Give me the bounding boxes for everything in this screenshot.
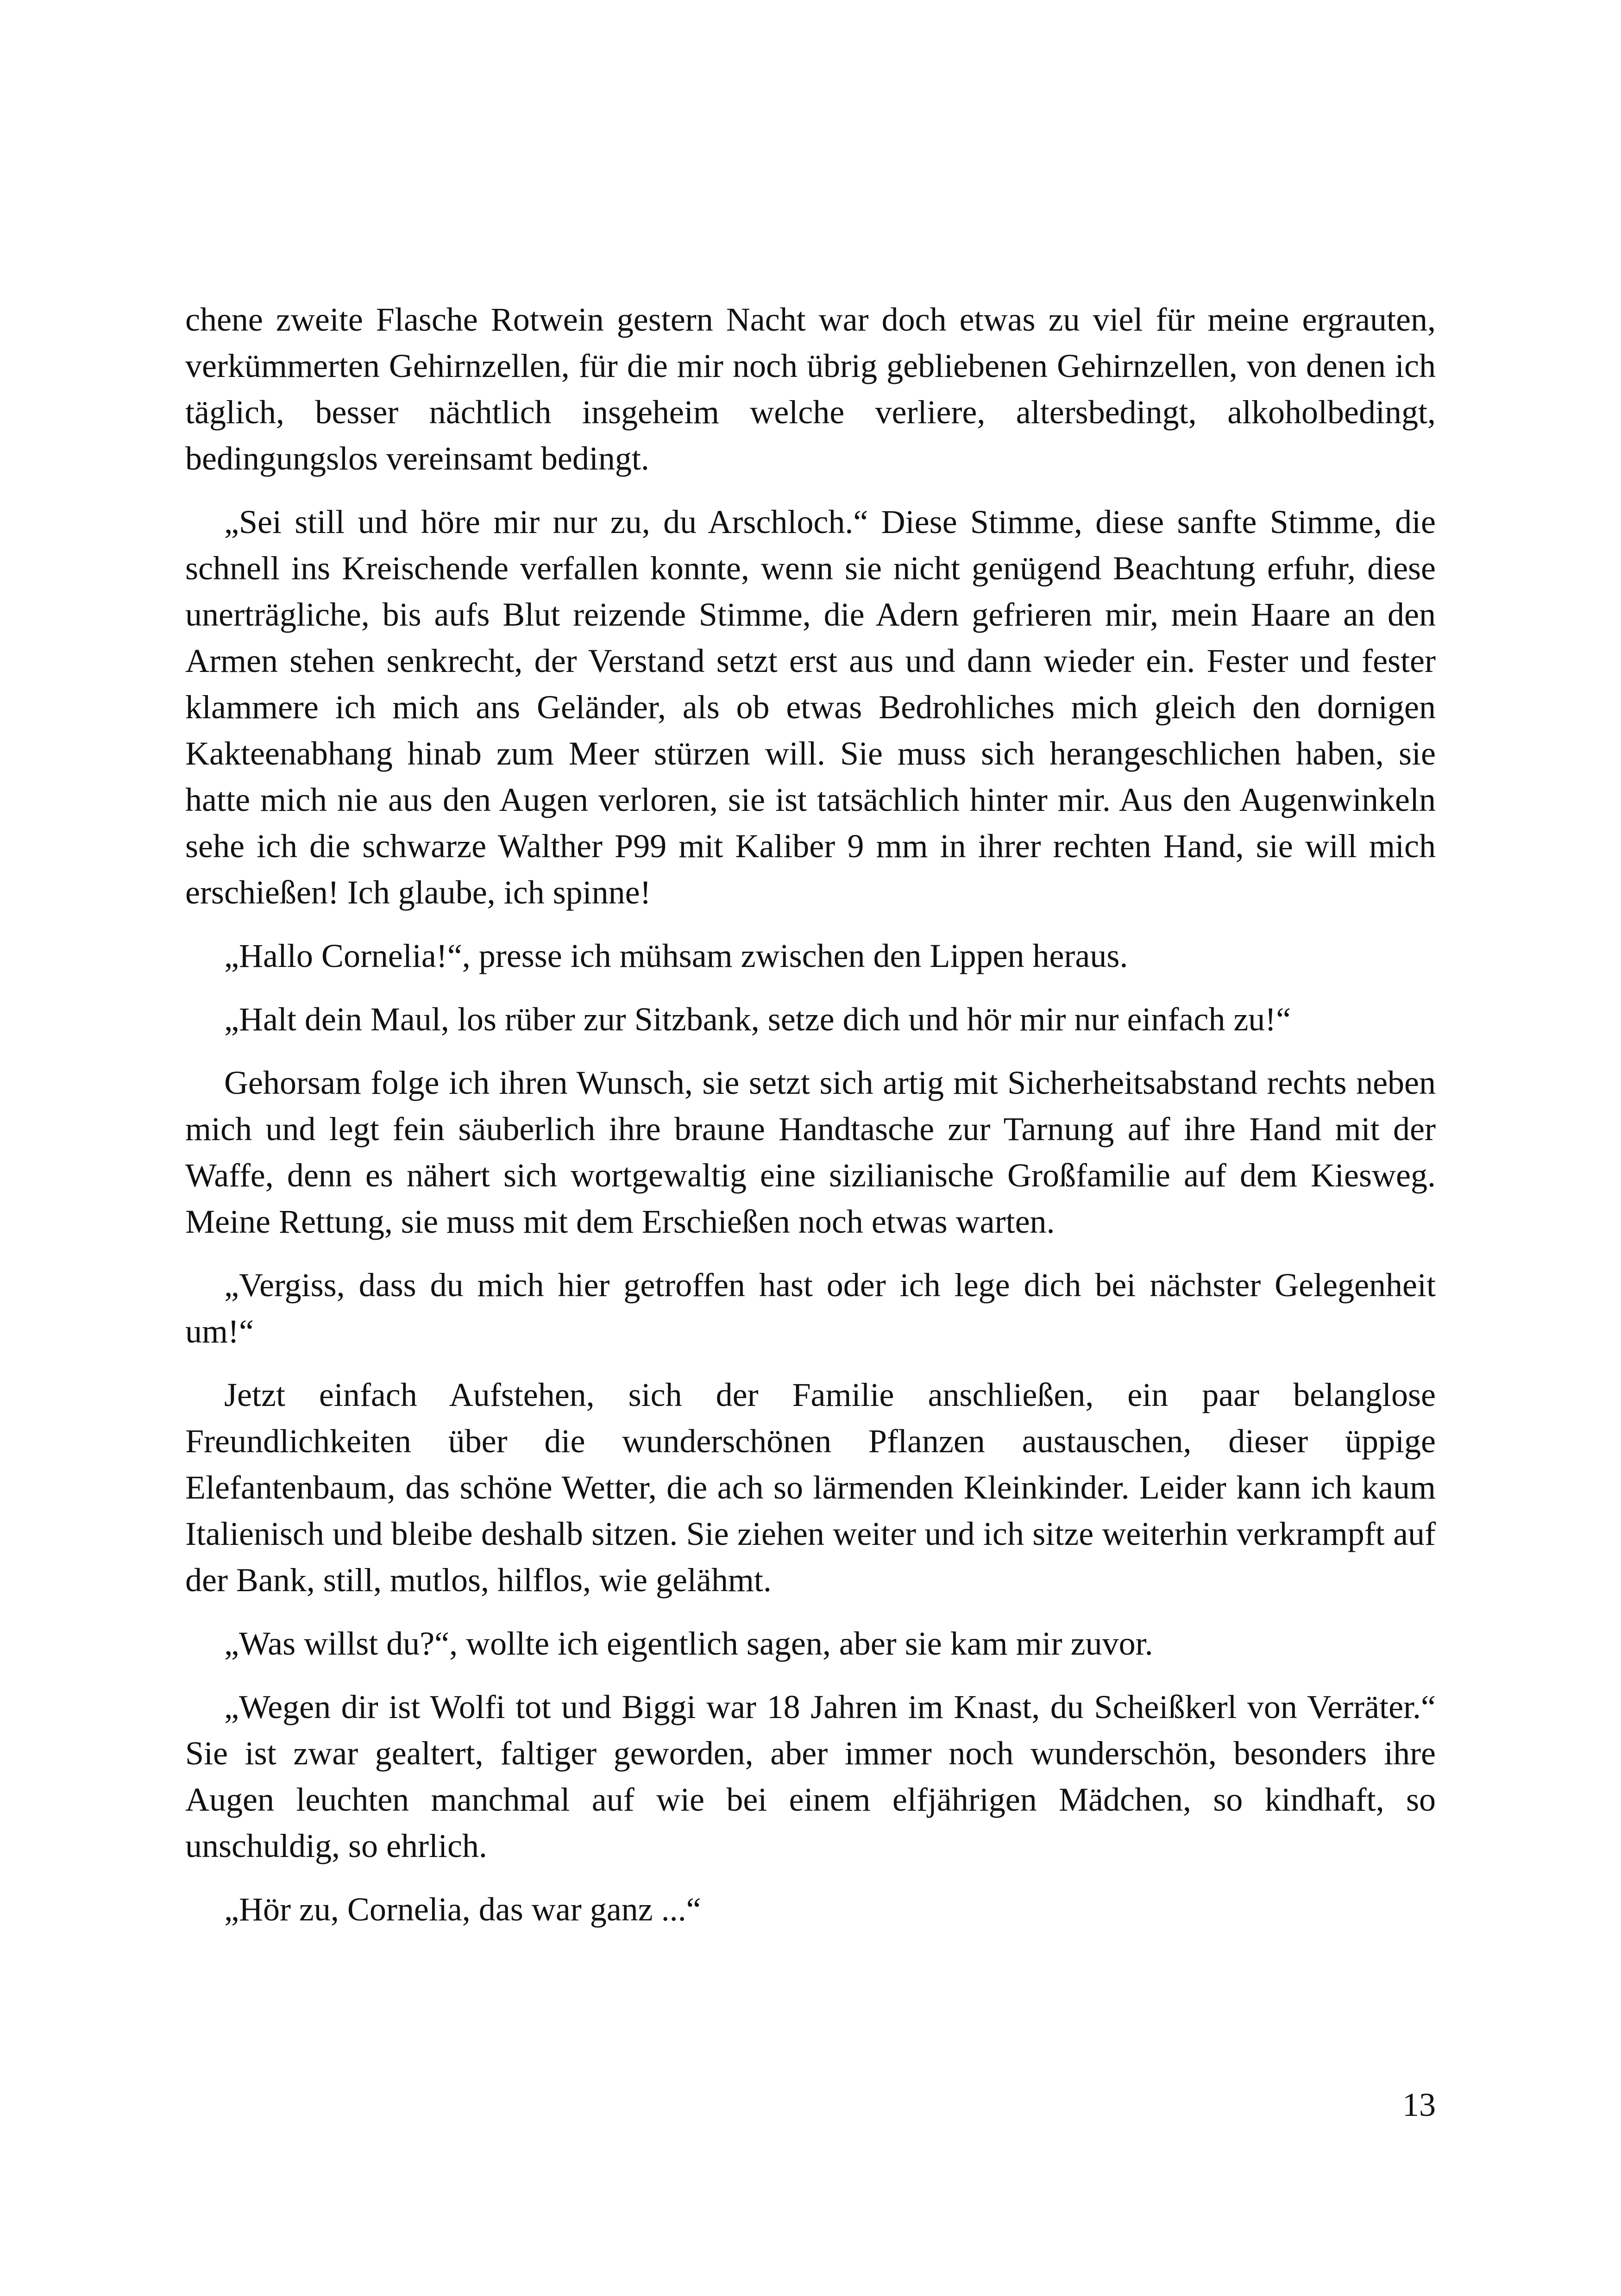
paragraph: „Vergiss, dass du mich hier getroffen hast oder ich lege dich bei nächster Gelegenheit um!“ bbox=[185, 1267, 1436, 1350]
paragraph: chene zweite Flasche Rotwein gestern Nacht war doch etwas zu viel für meine ergrauten, verkümmerten Gehirnzellen, für die mir noch übrig gebliebenen Gehirnzellen, von denen ich täglich, besser nächtlich insgeheim welche verliere, altersbedingt, alkoholbedingt, bedingungslos vereinsamt bedingt. bbox=[185, 301, 1436, 477]
paragraph: Gehorsam folge ich ihren Wunsch, sie setzt sich artig mit Sicherheitsabstand rechts neben mich und legt fein säuberlich ihre braune Handtasche zur Tarnung auf ihre Hand mit der Waffe, denn es nähert sich wortgewaltig eine sizilianische Großfamilie auf dem Kiesweg. Meine Rettung, sie muss mit dem Erschießen noch etwas warten. bbox=[185, 1064, 1436, 1240]
paragraph: „Wegen dir ist Wolfi tot und Biggi war 18 Jahren im Knast, du Scheißkerl von Verräter.“ Sie ist zwar gealtert, faltiger geworden, aber immer noch wunderschön, besonders ihre Augen leuchten manchmal auf wie bei einem elfjährigen Mädchen, so kindhaft, so unschuldig, so ehrlich. bbox=[185, 1688, 1436, 1864]
page-number: 13 bbox=[1402, 2086, 1436, 2123]
paragraph: Jetzt einfach Aufstehen, sich der Familie anschließen, ein paar belanglose Freundlichkeiten über die wunderschönen Pflanzen austauschen, dieser üppige Elefantenbaum, das schöne Wetter, die ach so lärmenden Kleinkinder. Leider kann ich kaum Italienisch und bleibe deshalb sitzen. Sie ziehen weiter und ich sitze weiterhin verkrampft auf der Bank, still, mutlos, hilflos, wie gelähmt. bbox=[185, 1376, 1436, 1599]
paragraph: „Halt dein Maul, los rüber zur Sitzbank, setze dich und hör mir nur einfach zu!“ bbox=[224, 1001, 1291, 1038]
paragraph: „Hör zu, Cornelia, das war ganz ...“ bbox=[224, 1891, 701, 1928]
paragraph: „Sei still und höre mir nur zu, du Arschloch.“ Diese Stimme, diese sanfte Stimme, die schnell ins Kreischende verfallen konnte, wenn sie nicht genügend Beachtung erfuhr, diese unerträgliche, bis aufs Blut reizende Stimme, die Adern gefrieren mir, mein Haare an den Armen stehen senkrecht, der Verstand setzt erst aus und dann wieder ein. Fester und fester klammere ich mich ans Geländer, als ob etwas Bedrohliches mich gleich den dornigen Kakteenabhang hinab zum Meer stürzen will. Sie muss sich herangeschlichen haben, sie hatte mich nie aus den Augen verloren, sie ist tatsächlich hinter mir. Aus den Augenwinkeln sehe ich die schwarze Walther P99 mit Kaliber 9 mm in ihrer rechten Hand, sie will mich erschießen! Ich glaube, ich spinne! bbox=[185, 503, 1436, 911]
paragraph: „Was willst du?“, wollte ich eigentlich sagen, aber sie kam mir zuvor. bbox=[224, 1625, 1153, 1662]
body-text bbox=[185, 296, 1436, 1932]
paragraph: „Hallo Cornelia!“, presse ich mühsam zwischen den Lippen heraus. bbox=[224, 937, 1128, 974]
